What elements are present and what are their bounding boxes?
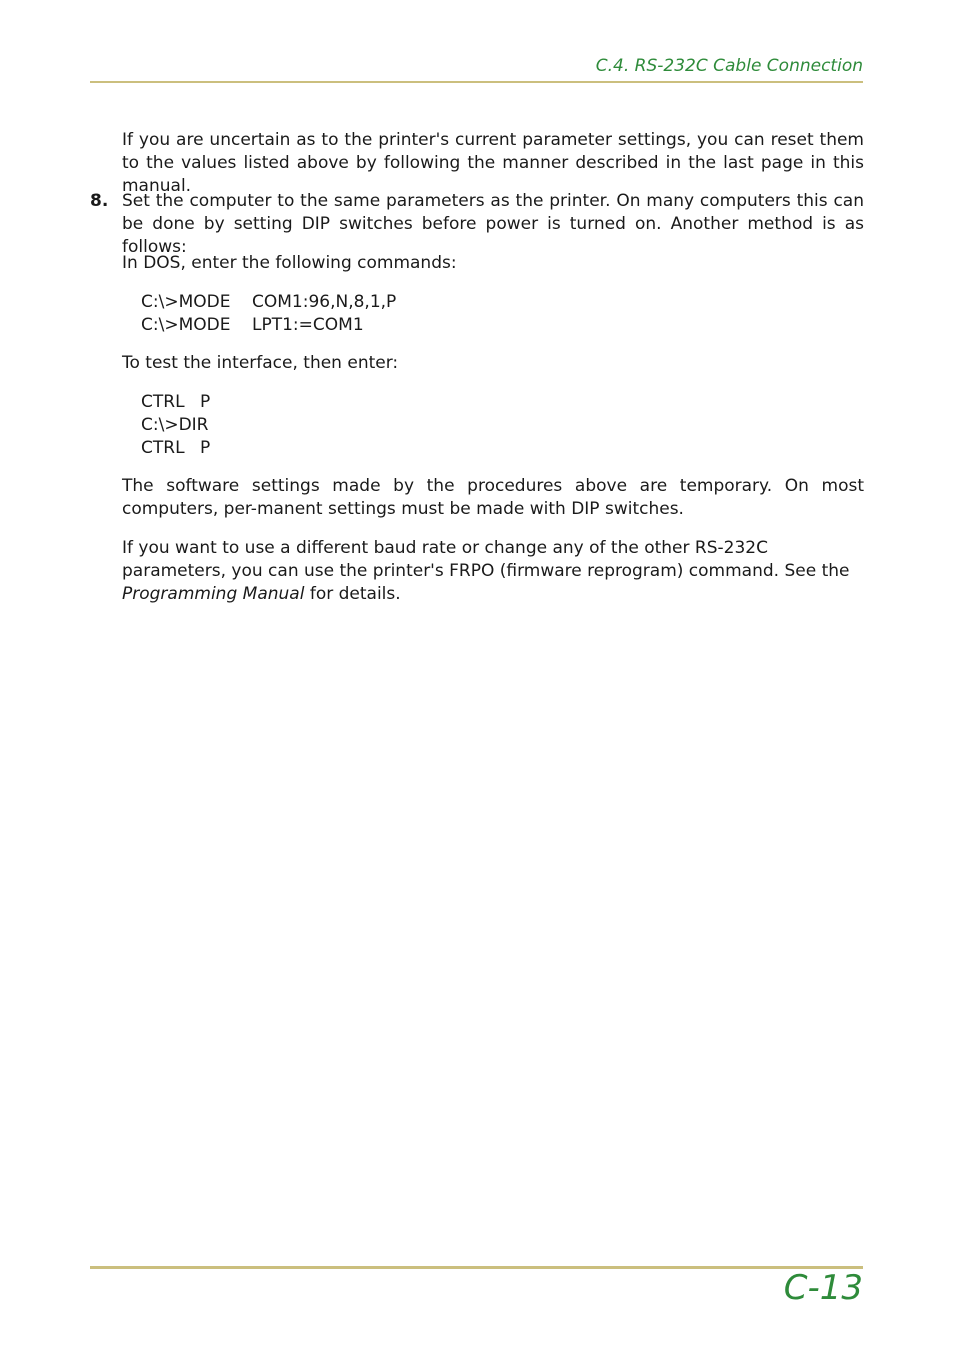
- dos-command-prompt: C:\>MODE: [141, 315, 231, 335]
- test-command-line: [141, 391, 210, 414]
- dos-command-line: [141, 314, 364, 337]
- test-command-key: CTRL: [141, 438, 185, 458]
- frpo-note: [122, 537, 864, 606]
- test-intro: To test the interface, then enter:: [122, 353, 399, 373]
- programming-manual-title: Programming Manual: [122, 584, 305, 604]
- frpo-note-before: If you want to use a different baud rate or change any of the other RS-232C parameters, you can use the printer's FRPO (firmware reprogram) command. See the: [122, 538, 850, 581]
- temporary-note: The software settings made by the procedures above are temporary. On most computers, per-manent settings must be made with DIP switches.: [122, 476, 864, 519]
- footer-rule: [90, 1266, 863, 1269]
- step-number: 8.: [90, 191, 109, 211]
- section-title: C.4. RS-232C Cable Connection: [595, 56, 863, 76]
- frpo-note-after: for details.: [304, 584, 401, 604]
- test-command-key: CTRL: [141, 392, 185, 412]
- header-rule: [90, 81, 863, 83]
- step-text: Set the computer to the same parameters as the printer. On many computers this can be done by setting DIP switches before power is turned on. Another method is as follows:: [122, 191, 864, 257]
- dos-command-arg: COM1:96,N,8,1,P: [252, 292, 397, 312]
- dos-intro: In DOS, enter the following commands:: [122, 253, 457, 273]
- test-command-line: [141, 414, 209, 437]
- page-number: C-13: [783, 1268, 863, 1308]
- test-command-arg: P: [200, 438, 211, 458]
- test-command-key: C:\>DIR: [141, 415, 209, 435]
- intro-paragraph: If you are uncertain as to the printer's current parameter settings, you can reset them to the values listed above by following the manner described in the last page in this manual.: [122, 130, 864, 196]
- dos-command-arg: LPT1:=COM1: [252, 315, 364, 335]
- test-command-arg: P: [200, 392, 211, 412]
- dos-command-line: [141, 291, 396, 314]
- test-command-line: [141, 437, 210, 460]
- dos-command-prompt: C:\>MODE: [141, 292, 231, 312]
